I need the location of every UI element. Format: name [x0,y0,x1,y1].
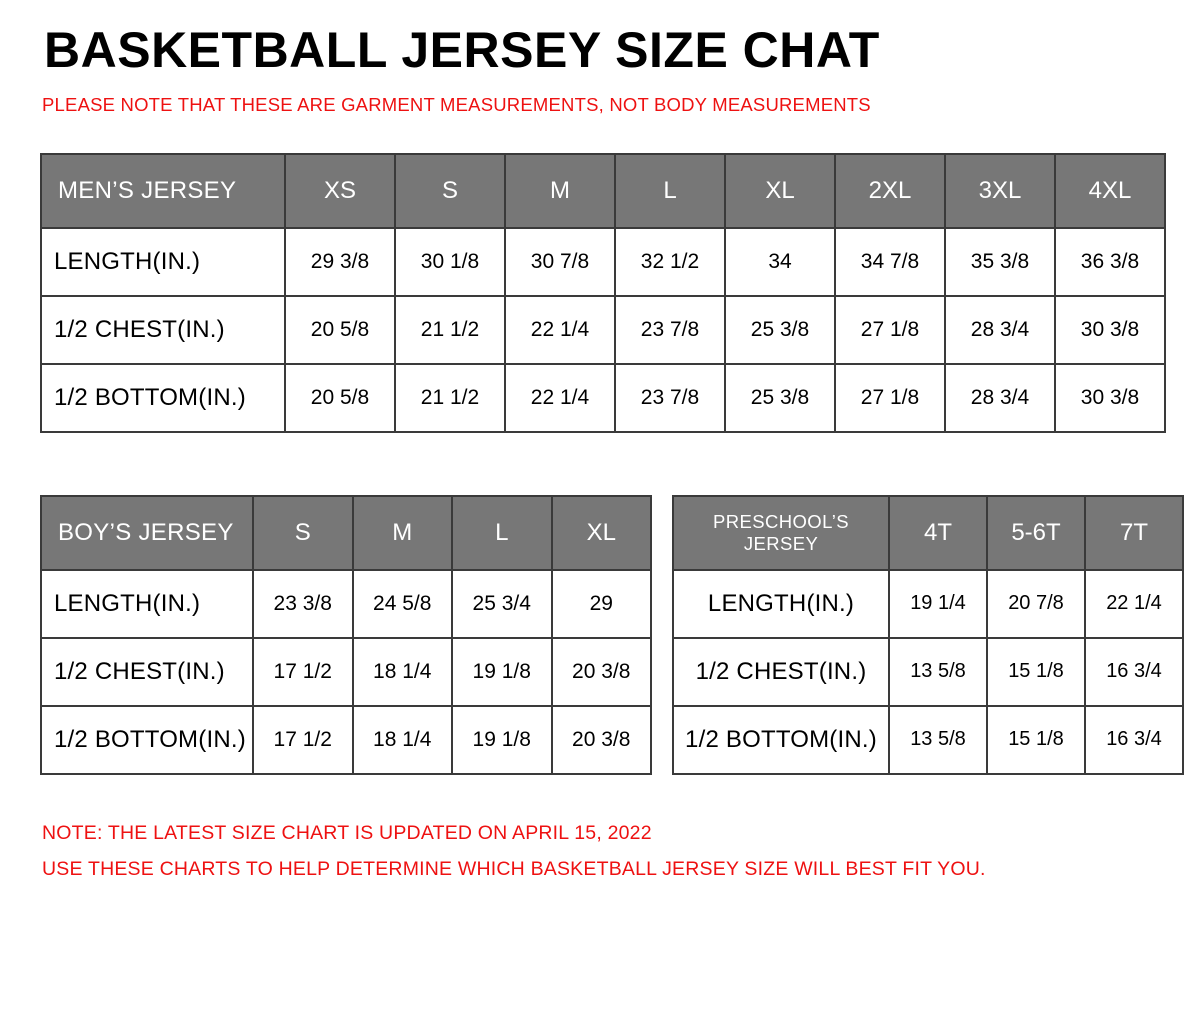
table-row [41,296,1165,364]
cell-value: 30 3/8 [1055,296,1165,364]
cell-value: 13 5/8 [889,638,987,706]
cell-value: 22 1/4 [505,364,615,432]
column-header-l: L [615,154,725,228]
cell-value: 17 1/2 [253,638,353,706]
cell-value: 20 3/8 [552,706,652,774]
size-chart-page [0,22,1200,1029]
cell-value: 24 5/8 [353,570,453,638]
preschool-jersey-size-table [672,495,1184,775]
cell-value: 21 1/2 [395,364,505,432]
cell-value: 20 5/8 [285,296,395,364]
table-row [41,706,651,774]
column-header-xl: XL [552,496,652,570]
mens-jersey-size-table [40,153,1166,433]
table-header-row [41,154,1165,228]
cell-value: 15 1/8 [987,706,1085,774]
cell-value: 30 7/8 [505,228,615,296]
cell-value: 36 3/8 [1055,228,1165,296]
table-header-row [673,496,1183,570]
cell-value: 29 3/8 [285,228,395,296]
row-label-length: LENGTH(IN.) [41,570,253,638]
column-header-4t: 4T [889,496,987,570]
table-row [673,570,1183,638]
cell-value: 28 3/4 [945,364,1055,432]
cell-value: 25 3/4 [452,570,552,638]
column-header-s: S [395,154,505,228]
secondary-tables-row [40,495,1160,775]
table-row [41,570,651,638]
table-row [41,638,651,706]
column-header-s: S [253,496,353,570]
column-header-7t: 7T [1085,496,1183,570]
cell-value: 16 3/4 [1085,638,1183,706]
measurement-disclaimer: PLEASE NOTE THAT THESE ARE GARMENT MEASUREMENTS, NOT BODY MEASUREMENTS [42,94,871,115]
row-label-half-chest: 1/2 CHEST(IN.) [41,296,285,364]
cell-value: 23 7/8 [615,296,725,364]
cell-value: 22 1/4 [1085,570,1183,638]
cell-value: 21 1/2 [395,296,505,364]
cell-value: 19 1/4 [889,570,987,638]
cell-value: 30 3/8 [1055,364,1165,432]
column-header-xl: XL [725,154,835,228]
cell-value: 15 1/8 [987,638,1085,706]
cell-value: 35 3/8 [945,228,1055,296]
cell-value: 27 1/8 [835,296,945,364]
cell-value: 18 1/4 [353,638,453,706]
row-label-half-bottom: 1/2 BOTTOM(IN.) [673,706,889,774]
preschool-table-corner-label: PRESCHOOL’S JERSEY [673,496,889,570]
cell-value: 32 1/2 [615,228,725,296]
cell-value: 22 1/4 [505,296,615,364]
footer-notes [40,815,1160,887]
table-row [673,706,1183,774]
cell-value: 27 1/8 [835,364,945,432]
cell-value: 20 3/8 [552,638,652,706]
cell-value: 34 7/8 [835,228,945,296]
row-label-length: LENGTH(IN.) [41,228,285,296]
column-header-m: M [505,154,615,228]
cell-value: 29 [552,570,652,638]
cell-value: 23 7/8 [615,364,725,432]
cell-value: 16 3/4 [1085,706,1183,774]
row-label-length: LENGTH(IN.) [673,570,889,638]
boys-jersey-size-table [40,495,652,775]
row-label-half-chest: 1/2 CHEST(IN.) [673,638,889,706]
row-label-half-bottom: 1/2 BOTTOM(IN.) [41,706,253,774]
footer-note-update: NOTE: THE LATEST SIZE CHART IS UPDATED ON APRIL 15, 2022 [42,821,652,844]
page-title: BASKETBALL JERSEY SIZE CHAT [44,22,880,78]
cell-value: 34 [725,228,835,296]
cell-value: 19 1/8 [452,638,552,706]
cell-value: 19 1/8 [452,706,552,774]
column-header-5-6t: 5-6T [987,496,1085,570]
cell-value: 25 3/8 [725,296,835,364]
mens-table-corner-label: MEN’S JERSEY [41,154,285,228]
column-header-4xl: 4XL [1055,154,1165,228]
row-label-half-chest: 1/2 CHEST(IN.) [41,638,253,706]
cell-value: 20 7/8 [987,570,1085,638]
column-header-m: M [353,496,453,570]
table-row [673,638,1183,706]
cell-value: 28 3/4 [945,296,1055,364]
table-header-row [41,496,651,570]
column-header-l: L [452,496,552,570]
column-header-2xl: 2XL [835,154,945,228]
table-row [41,364,1165,432]
cell-value: 20 5/8 [285,364,395,432]
cell-value: 23 3/8 [253,570,353,638]
row-label-half-bottom: 1/2 BOTTOM(IN.) [41,364,285,432]
cell-value: 17 1/2 [253,706,353,774]
cell-value: 13 5/8 [889,706,987,774]
table-row [41,228,1165,296]
cell-value: 18 1/4 [353,706,453,774]
footer-note-usage: USE THESE CHARTS TO HELP DETERMINE WHICH BASKETBALL JERSEY SIZE WILL BEST FIT YOU. [42,857,986,880]
cell-value: 25 3/8 [725,364,835,432]
cell-value: 30 1/8 [395,228,505,296]
boys-table-corner-label: BOY’S JERSEY [41,496,253,570]
column-header-3xl: 3XL [945,154,1055,228]
column-header-xs: XS [285,154,395,228]
